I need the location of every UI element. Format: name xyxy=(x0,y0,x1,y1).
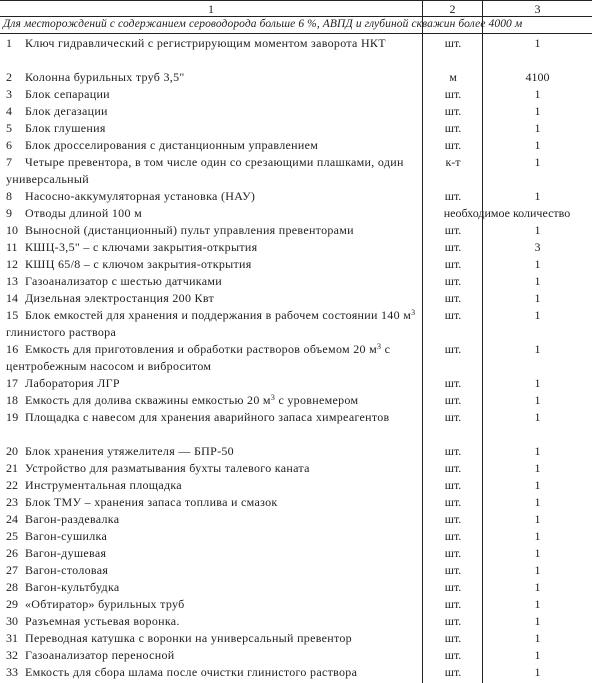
item-number: 18 xyxy=(6,393,18,407)
item-name-text: Вагон-сушилка xyxy=(25,529,108,543)
item-quantity: 1 xyxy=(534,223,541,237)
item-name-text: Отводы длиной 100 м xyxy=(25,206,142,220)
item-name-tail: с центробежным насосом и виброситом xyxy=(6,342,391,373)
item-number: 7 xyxy=(6,155,13,169)
table-row xyxy=(0,103,592,120)
section-title: Для месторождений с содержанием сероводорода больше 6 %, АВПД и глубиной скважин более 4000 м xyxy=(3,18,523,30)
item-name-text: Емкость для приготовления и обработки растворов объемом 20 м xyxy=(25,342,378,356)
item-unit: шт. xyxy=(444,104,462,118)
item-number: 21 xyxy=(6,461,18,475)
item-number: 10 xyxy=(6,223,18,237)
item-name-text: Дизельная электростанция 200 Квт xyxy=(25,291,215,305)
table-row xyxy=(0,69,592,86)
item-name-text: Лаборатория ЛГР xyxy=(25,376,120,390)
item-number: 31 xyxy=(6,631,18,645)
item-quantity: 1 xyxy=(534,121,541,135)
item-name xyxy=(25,562,420,579)
table-row xyxy=(0,392,592,409)
item-name-text: КШЦ 65/8 – с ключом закрытия-открытия xyxy=(25,257,252,271)
item-number: 15 xyxy=(6,308,19,322)
item-name-tail: глинистого раствора xyxy=(6,325,117,339)
item-name-text: Ключ гидравлический с регистрирующим моментом заворота НКТ xyxy=(25,36,386,50)
table-row xyxy=(0,205,592,222)
item-name xyxy=(25,69,420,86)
table-row xyxy=(0,613,592,630)
item-unit: м xyxy=(449,70,457,84)
item-name-text: Вагон-раздевалка xyxy=(25,512,120,526)
item-name xyxy=(25,290,420,307)
item-number: 16 xyxy=(6,342,19,356)
table-row xyxy=(0,545,592,562)
item-quantity: 1 xyxy=(534,648,541,662)
item-name-text: Блок глушения xyxy=(25,121,106,135)
item-quantity: 1 xyxy=(534,495,541,509)
item-number: 29 xyxy=(6,597,18,611)
item-name xyxy=(25,222,420,239)
table-row xyxy=(0,290,592,307)
item-unit: шт. xyxy=(444,240,462,254)
item-unit: шт. xyxy=(444,36,462,50)
item-name xyxy=(25,613,420,630)
item-unit: шт. xyxy=(444,342,462,356)
item-unit: шт. xyxy=(444,257,462,271)
item-name xyxy=(25,528,420,545)
item-name xyxy=(25,494,420,511)
item-name xyxy=(6,341,420,375)
item-quantity: 1 xyxy=(534,274,541,288)
item-unit: шт. xyxy=(444,223,462,237)
table-row xyxy=(0,647,592,664)
item-quantity: 1 xyxy=(534,597,541,611)
item-quantity: 1 xyxy=(534,580,541,594)
item-name-text: Вагон-душевая xyxy=(25,546,107,560)
item-name xyxy=(25,647,420,664)
item-name-text: Блок хранения утяжелителя — БПР-50 xyxy=(25,444,234,458)
item-quantity: 1 xyxy=(534,36,541,50)
item-name-text: Блок дегазации xyxy=(25,104,108,118)
item-name xyxy=(25,120,420,137)
item-name xyxy=(25,375,420,392)
item-name xyxy=(25,137,420,154)
item-number: 14 xyxy=(6,291,18,305)
item-number: 12 xyxy=(6,257,18,271)
item-number: 9 xyxy=(6,206,12,220)
table-row xyxy=(0,307,592,341)
table-row xyxy=(0,579,592,596)
item-unit: шт. xyxy=(444,376,462,390)
superscript: 3 xyxy=(270,393,276,402)
item-unit: шт. xyxy=(444,665,462,679)
item-unit: шт. xyxy=(444,274,462,288)
item-name-text: Блок сепарации xyxy=(25,87,110,101)
item-name xyxy=(25,477,420,494)
item-quantity: 1 xyxy=(534,393,541,407)
table-row xyxy=(0,596,592,613)
item-name xyxy=(25,205,420,222)
item-quantity: 1 xyxy=(534,444,541,458)
table-row xyxy=(0,273,592,290)
item-name-text: Газоанализатор переносной xyxy=(25,648,175,662)
item-name-text: Четыре превентора, в том числе один со срезающими плашками, один универсальный xyxy=(6,155,404,186)
item-quantity: 1 xyxy=(534,342,541,356)
superscript: 3 xyxy=(377,342,382,351)
item-number: 11 xyxy=(6,240,18,254)
item-quantity: 1 xyxy=(534,87,541,101)
item-unit: шт. xyxy=(444,563,462,577)
item-name-text: Емкость для долива скважины емкостью 20 м xyxy=(25,393,271,407)
item-unit: шт. xyxy=(444,291,462,305)
table-row xyxy=(0,477,592,494)
table-row xyxy=(0,375,592,392)
table-row xyxy=(0,494,592,511)
item-number: 30 xyxy=(6,614,18,628)
table-row xyxy=(0,664,592,681)
item-name xyxy=(25,188,420,205)
table-row xyxy=(0,35,592,69)
item-name xyxy=(25,630,420,647)
item-quantity: 1 xyxy=(534,257,541,271)
item-number: 5 xyxy=(6,121,12,135)
table-row xyxy=(0,120,592,137)
item-quantity: 1 xyxy=(534,291,541,305)
item-name-text: Блок емкостей для хранения и поддержания в рабочем состоянии 140 м xyxy=(25,308,412,322)
item-number: 32 xyxy=(6,648,18,662)
item-quantity: 1 xyxy=(534,563,541,577)
item-name xyxy=(25,86,420,103)
table-row xyxy=(0,239,592,256)
table-row xyxy=(0,528,592,545)
item-unit: шт. xyxy=(444,461,462,475)
item-quantity: 1 xyxy=(534,138,541,152)
item-quantity: 1 xyxy=(534,529,541,543)
table-row xyxy=(0,188,592,205)
table-row xyxy=(0,256,592,273)
table-row xyxy=(0,154,592,188)
item-number: 24 xyxy=(6,512,18,526)
item-unit: шт. xyxy=(444,189,462,203)
item-name xyxy=(25,511,420,528)
item-name-text: Выносной (дистанционный) пульт управления превенторами xyxy=(25,223,354,237)
item-name xyxy=(6,35,420,52)
item-unit: шт. xyxy=(444,546,462,560)
item-quantity: 1 xyxy=(534,155,541,169)
item-unit: шт. xyxy=(444,393,462,407)
item-name xyxy=(25,460,420,477)
item-number: 1 xyxy=(6,36,13,50)
item-quantity: 1 xyxy=(534,308,541,322)
item-name-text: Колонна бурильных труб 3,5" xyxy=(25,70,185,84)
table-row xyxy=(0,443,592,460)
item-quantity: 1 xyxy=(534,461,541,475)
item-unit: шт. xyxy=(444,614,462,628)
item-unit: шт. xyxy=(444,495,462,509)
item-name xyxy=(25,273,420,290)
item-unit: шт. xyxy=(444,580,462,594)
table-row xyxy=(0,460,592,477)
item-unit: шт. xyxy=(444,121,462,135)
item-name-text: Вагон-столовая xyxy=(25,563,109,577)
item-quantity: 1 xyxy=(534,376,541,390)
table-row xyxy=(0,562,592,579)
section-divider xyxy=(0,33,592,34)
item-quantity: необходимое количество xyxy=(443,206,571,220)
item-number: 2 xyxy=(6,70,12,84)
item-unit: шт. xyxy=(444,87,462,101)
item-quantity: 1 xyxy=(534,410,541,424)
table-row xyxy=(0,222,592,239)
item-name-text: Разъемная устьевая воронка. xyxy=(25,614,180,628)
item-name-text: «Обтиратор» бурильных труб xyxy=(25,597,185,611)
table-row xyxy=(0,630,592,647)
table-top-border xyxy=(0,0,592,1)
item-name xyxy=(25,545,420,562)
item-name xyxy=(25,443,420,460)
item-quantity: 1 xyxy=(534,478,541,492)
item-number: 4 xyxy=(6,104,12,118)
superscript: 3 xyxy=(411,308,416,317)
item-unit: шт. xyxy=(444,308,462,322)
item-number: 19 xyxy=(6,410,19,424)
item-unit: к-т xyxy=(445,155,461,169)
item-unit: шт. xyxy=(444,512,462,526)
item-unit: шт. xyxy=(444,529,462,543)
item-name-text: Переводная катушка с воронки на универсальный превентор xyxy=(25,631,352,645)
item-name xyxy=(6,409,420,426)
item-unit: шт. xyxy=(444,648,462,662)
item-name xyxy=(25,392,420,409)
item-quantity: 1 xyxy=(534,546,541,560)
item-name-text: Вагон-культбудка xyxy=(25,580,120,594)
item-name-text: Емкость для сбора шлама после очистки глинистого раствора xyxy=(25,665,358,679)
item-name-text: Инструментальная площадка xyxy=(25,478,182,492)
item-unit: шт. xyxy=(444,478,462,492)
item-name xyxy=(25,256,420,273)
header-col-3: 3 xyxy=(534,2,541,16)
item-number: 28 xyxy=(6,580,18,594)
item-unit: шт. xyxy=(444,444,462,458)
item-quantity: 1 xyxy=(534,189,541,203)
item-number: 26 xyxy=(6,546,18,560)
item-quantity: 1 xyxy=(534,614,541,628)
table-row xyxy=(0,511,592,528)
item-name-text: Блок ТМУ – хранения запаса топлива и смазок xyxy=(25,495,278,509)
item-number: 23 xyxy=(6,495,18,509)
item-number: 6 xyxy=(6,138,12,152)
item-name xyxy=(25,103,420,120)
item-name-text: Насосно-аккумуляторная установка (НАУ) xyxy=(25,189,256,203)
item-name-tail: с уровнемером xyxy=(275,393,359,407)
item-number: 3 xyxy=(6,87,12,101)
item-number: 25 xyxy=(6,529,18,543)
item-name-text: Площадка с навесом для хранения аварийного запаса химреагентов xyxy=(25,410,390,424)
item-name-text: Газоанализатор с шестью датчиками xyxy=(25,274,222,288)
item-name xyxy=(6,307,420,341)
item-name-text: КШЦ-3,5" – с ключами закрытия-открытия xyxy=(25,240,258,254)
item-unit: шт. xyxy=(444,410,462,424)
item-number: 27 xyxy=(6,563,18,577)
item-name xyxy=(6,154,420,188)
table-row xyxy=(0,86,592,103)
item-name xyxy=(25,239,420,256)
item-name-text: Устройство для разматывания бухты талевого каната xyxy=(25,461,310,475)
item-quantity: 1 xyxy=(534,631,541,645)
item-number: 22 xyxy=(6,478,18,492)
item-quantity: 4100 xyxy=(525,70,550,84)
item-name xyxy=(25,664,420,681)
item-unit: шт. xyxy=(444,631,462,645)
item-quantity: 1 xyxy=(534,104,541,118)
item-number: 20 xyxy=(6,444,18,458)
item-number: 13 xyxy=(6,274,18,288)
item-number: 8 xyxy=(6,189,12,203)
item-quantity: 1 xyxy=(534,665,541,679)
table-row xyxy=(0,341,592,375)
item-quantity: 1 xyxy=(534,512,541,526)
item-quantity: 3 xyxy=(534,240,541,254)
header-col-2: 2 xyxy=(449,2,456,16)
item-name xyxy=(25,596,420,613)
table-row xyxy=(0,409,592,443)
item-name-text: Блок дросселирования с дистанционным управлением xyxy=(25,138,319,152)
table-row xyxy=(0,137,592,154)
item-name xyxy=(25,579,420,596)
item-unit: шт. xyxy=(444,138,462,152)
header-col-1: 1 xyxy=(208,2,214,16)
item-unit: шт. xyxy=(444,597,462,611)
item-number: 33 xyxy=(6,665,18,679)
item-number: 17 xyxy=(6,376,18,390)
